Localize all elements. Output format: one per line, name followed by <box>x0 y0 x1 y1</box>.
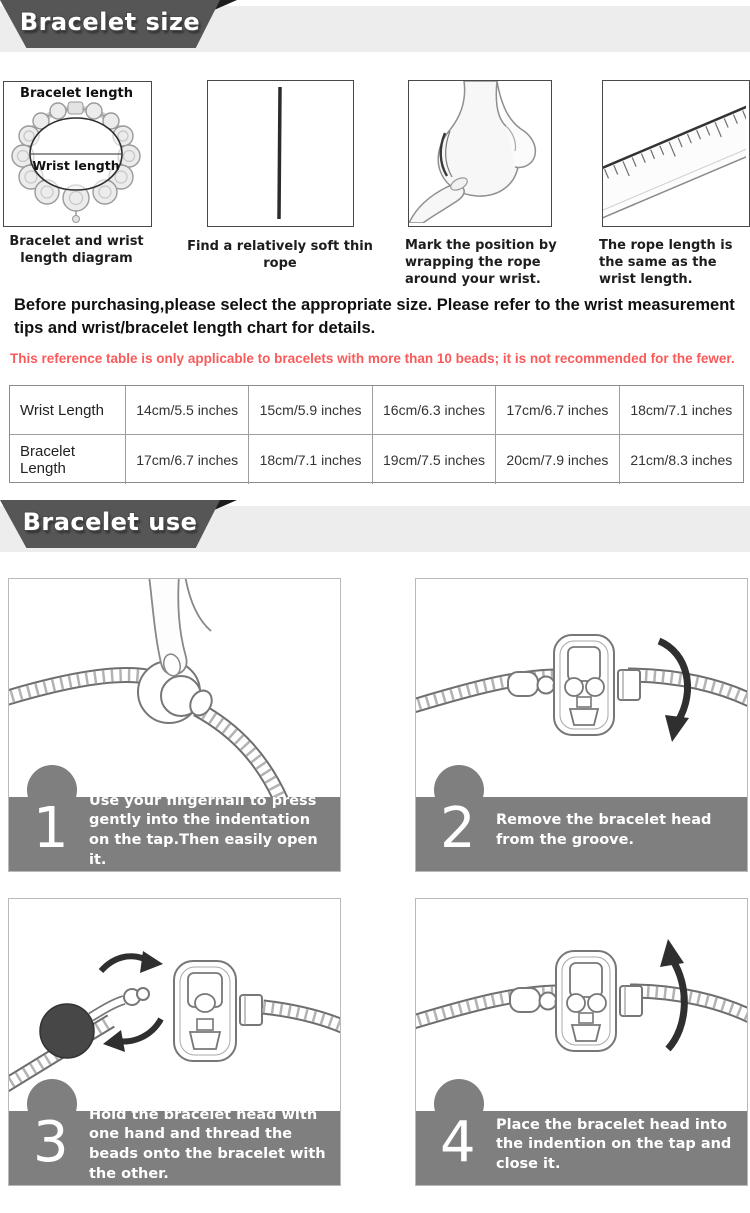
table-cell: 17cm/6.7 inches <box>126 435 249 484</box>
table-cell: 15cm/5.9 inches <box>249 386 372 435</box>
size-chart-table <box>9 385 744 483</box>
step-2-caption-bar <box>416 797 747 871</box>
step-3-panel <box>8 898 341 1186</box>
caption-ruler: The rope length is the same as the wrist length. <box>599 238 733 288</box>
bracelet-use-banner <box>0 500 750 556</box>
bracelet-size-banner <box>0 0 750 56</box>
table-row-label: Wrist Length <box>10 386 126 435</box>
section-title-size: Bracelet size <box>19 8 201 36</box>
step-4-panel <box>415 898 748 1186</box>
table-cell: 16cm/6.3 inches <box>373 386 496 435</box>
step-1-panel <box>8 578 341 872</box>
rope-illustration <box>208 81 350 223</box>
step-2-panel <box>415 578 748 872</box>
table-cell: 17cm/6.7 inches <box>496 386 619 435</box>
step-1-caption-bar <box>9 792 340 871</box>
bracelet-length-label: Bracelet length <box>20 86 133 101</box>
rope-panel <box>207 80 354 227</box>
step-text: Remove the bracelet head from the groove. <box>496 812 712 848</box>
step-number: 4 <box>440 1110 476 1175</box>
step-4-caption-bar <box>416 1111 747 1185</box>
table-cell: 18cm/7.1 inches <box>620 386 743 435</box>
size-intro-text: Before purchasing,please select the appropriate size. Please refer to the wrist measurement tips and wrist/bracelet length chart for details. <box>14 296 735 337</box>
table-cell: 14cm/5.5 inches <box>126 386 249 435</box>
step-3-caption-bar <box>9 1106 340 1185</box>
wrist-length-label: Wrist length <box>32 158 120 173</box>
section-title-use: Bracelet use <box>22 508 198 536</box>
table-cell: 20cm/7.9 inches <box>496 435 619 484</box>
table-row-label: Bracelet Length <box>10 435 126 484</box>
wrist-wrap-panel <box>408 80 552 227</box>
caption-diagram: Bracelet and wrist length diagram <box>9 234 144 267</box>
wrist-wrap-illustration <box>409 81 548 223</box>
table-cell: 19cm/7.5 inches <box>373 435 496 484</box>
ruler-panel <box>602 80 750 227</box>
caption-wrap: Mark the position by wrapping the rope around your wrist. <box>405 238 557 288</box>
table-cell: 21cm/8.3 inches <box>630 451 733 468</box>
step-number: 3 <box>33 1110 69 1175</box>
step-number: 2 <box>440 796 476 861</box>
caption-rope: Find a relatively soft thin rope <box>187 239 373 272</box>
step-text: Place the bracelet head into the indention on the tap and close it. <box>496 1116 732 1172</box>
step-number: 1 <box>33 796 69 861</box>
bracelet-diagram-panel <box>3 81 152 227</box>
ruler-illustration <box>603 81 746 223</box>
bracelet-diagram-illustration <box>4 82 148 223</box>
table-cell: 18cm/7.1 inches <box>249 435 372 484</box>
step-text: Use your fingernail to press gently into the indentation on the tap.Then easily open it. <box>89 792 318 868</box>
size-note-text: This reference table is only applicable to bracelets with more than 10 beads; it is not recommended for the fewer. <box>10 351 735 366</box>
step-text: Hold the bracelet head with one hand and thread the beads onto the bracelet with the other. <box>89 1106 326 1182</box>
